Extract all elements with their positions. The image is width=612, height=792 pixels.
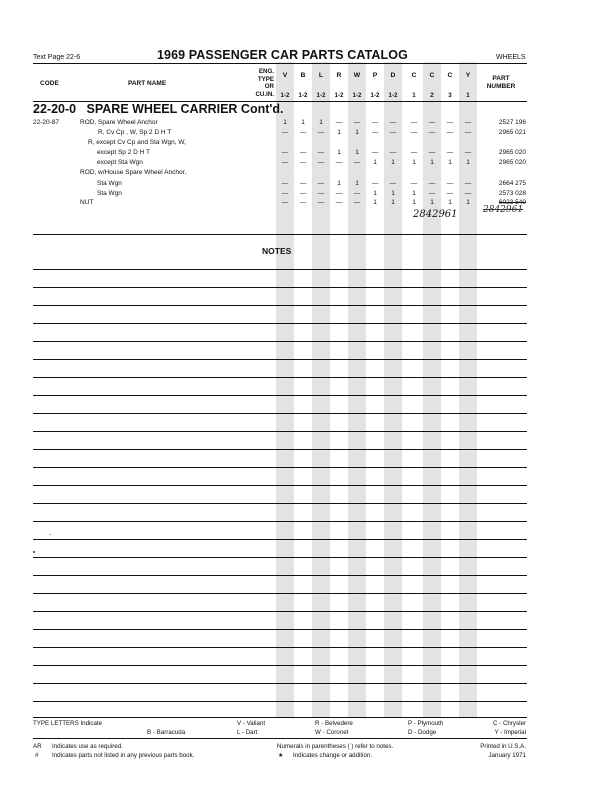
legend-chrysler: C - Chrysler bbox=[492, 720, 526, 727]
quantity-cell: 1 bbox=[412, 199, 416, 206]
part-name: except Sp 2 D H T bbox=[97, 149, 150, 156]
stray-mark bbox=[33, 551, 35, 553]
quantity-cell: — bbox=[281, 190, 289, 197]
quantity-cell: — bbox=[410, 149, 418, 156]
quantity-cell: — bbox=[464, 190, 472, 197]
quantity-cell: — bbox=[317, 190, 325, 197]
note-line bbox=[33, 485, 527, 486]
quantity-cell: 1 bbox=[412, 159, 416, 166]
quantity-cell: 1 bbox=[355, 149, 359, 156]
table-bottom-rule bbox=[33, 234, 527, 235]
catalog-title: 1969 PASSENGER CAR PARTS CATALOG bbox=[157, 48, 408, 62]
part-name: ROD, w/House Spare Wheel Anchor, bbox=[80, 169, 187, 176]
group-heading: 22-20-0 SPARE WHEEL CARRIER Cont'd. bbox=[33, 102, 284, 116]
printed-label: Printed in U.S.A. bbox=[480, 743, 526, 750]
model-series-number: 1 bbox=[466, 92, 470, 99]
quantity-cell: — bbox=[317, 149, 325, 156]
quantity-cell: — bbox=[410, 129, 418, 136]
part-name: ROD, Spare Wheel Anchor bbox=[80, 119, 158, 126]
ar-key: AR bbox=[33, 743, 42, 750]
quantity-cell: 1 bbox=[373, 199, 377, 206]
quantity-cell: — bbox=[389, 180, 397, 187]
legend-coronet: W - Coronet bbox=[315, 729, 349, 736]
quantity-cell: 1 bbox=[448, 199, 452, 206]
model-series-number: 1-2 bbox=[334, 92, 344, 99]
quantity-cell: — bbox=[446, 149, 454, 156]
note-line bbox=[33, 395, 527, 396]
quantity-cell: — bbox=[446, 119, 454, 126]
footer-rule-2 bbox=[33, 738, 527, 739]
legend-dart: L - Dart bbox=[237, 729, 258, 736]
note-line bbox=[33, 701, 527, 702]
note-line bbox=[33, 665, 527, 666]
quantity-cell: — bbox=[410, 119, 418, 126]
legend-plymouth: P - Plymouth bbox=[408, 720, 444, 727]
quantity-cell: — bbox=[446, 129, 454, 136]
quantity-cell: — bbox=[446, 190, 454, 197]
quantity-cell: 1 bbox=[430, 159, 434, 166]
quantity-cell: — bbox=[428, 180, 436, 187]
quantity-cell: — bbox=[299, 129, 307, 136]
model-series-number: 2 bbox=[430, 92, 434, 99]
model-series-number: 1-2 bbox=[388, 92, 398, 99]
model-series-number: 1 bbox=[412, 92, 416, 99]
section-label: WHEELS bbox=[496, 54, 526, 61]
stray-mark bbox=[50, 534, 51, 535]
quantity-cell: — bbox=[371, 119, 379, 126]
part-name: except Sta Wgn bbox=[97, 159, 143, 166]
model-series-number: 1-2 bbox=[352, 92, 362, 99]
model-series-number: 1-2 bbox=[316, 92, 326, 99]
legend-belvedere: R - Belvedere bbox=[315, 720, 353, 727]
quantity-cell: 1 bbox=[412, 190, 416, 197]
legend-dodge: D - Dodge bbox=[408, 729, 437, 736]
text-page-label: Text Page 22-6 bbox=[33, 54, 81, 61]
part-name: Sta Wgn bbox=[97, 180, 122, 187]
quantity-cell: — bbox=[299, 180, 307, 187]
quantity-cell: — bbox=[353, 119, 361, 126]
quantity-cell: 1 bbox=[337, 129, 341, 136]
part-number: 2573 028 bbox=[498, 190, 526, 197]
part-name: R, except Cv Cp and Sta Wgn, W, bbox=[88, 139, 186, 146]
model-letter: C bbox=[429, 72, 435, 79]
model-series-number: 3 bbox=[448, 92, 452, 99]
quantity-cell: 1 bbox=[373, 190, 377, 197]
quantity-cell: 1 bbox=[355, 180, 359, 187]
header-rule bbox=[33, 63, 527, 64]
quantity-cell: — bbox=[335, 159, 343, 166]
note-line bbox=[33, 413, 527, 414]
model-letter: B bbox=[300, 72, 306, 79]
hash-key: # bbox=[35, 752, 39, 759]
note-line bbox=[33, 269, 527, 270]
code-column-header: CODE bbox=[40, 80, 59, 87]
quantity-cell: — bbox=[299, 159, 307, 166]
quantity-cell: — bbox=[317, 180, 325, 187]
quantity-cell: — bbox=[299, 149, 307, 156]
part-number: 2965 021 bbox=[498, 129, 526, 136]
handwritten-crossed-number: 2842961 bbox=[483, 205, 524, 215]
note-line bbox=[33, 683, 527, 684]
model-series-number: 1-2 bbox=[280, 92, 290, 99]
quantity-cell: — bbox=[464, 149, 472, 156]
quantity-cell: — bbox=[428, 129, 436, 136]
quantity-cell: 1 bbox=[466, 159, 470, 166]
note-line bbox=[33, 611, 527, 612]
legend-barracuda: B - Barracuda bbox=[147, 729, 186, 736]
quantity-cell: — bbox=[353, 190, 361, 197]
quantity-cell: — bbox=[335, 199, 343, 206]
type-letters-label: TYPE LETTERS Indicate bbox=[33, 720, 103, 727]
quantity-cell: — bbox=[317, 199, 325, 206]
quantity-cell: — bbox=[335, 119, 343, 126]
part-number: 2965 020 bbox=[498, 149, 526, 156]
quantity-cell: — bbox=[299, 199, 307, 206]
handwritten-part-number: 2842961 bbox=[413, 209, 458, 220]
note-line bbox=[33, 539, 527, 540]
hash-text: Indicates parts not listed in any previous parts book. bbox=[52, 752, 195, 759]
part-name: NUT bbox=[80, 199, 94, 206]
quantity-cell: 1 bbox=[391, 190, 395, 197]
quantity-cell: — bbox=[428, 149, 436, 156]
note-line bbox=[33, 557, 527, 558]
model-letter: C bbox=[411, 72, 417, 79]
quantity-cell: — bbox=[335, 190, 343, 197]
note-line bbox=[33, 503, 527, 504]
quantity-cell: — bbox=[464, 119, 472, 126]
quantity-cell: — bbox=[353, 199, 361, 206]
footer-rule bbox=[33, 717, 527, 718]
note-line bbox=[33, 359, 527, 360]
model-letter: W bbox=[353, 72, 361, 79]
quantity-cell: 1 bbox=[373, 159, 377, 166]
quantity-cell: — bbox=[389, 129, 397, 136]
part-number: 2965 020 bbox=[498, 159, 526, 166]
quantity-cell: — bbox=[410, 180, 418, 187]
model-letter: V bbox=[282, 72, 288, 79]
note-line bbox=[33, 431, 527, 432]
model-letter: L bbox=[318, 72, 324, 79]
quantity-cell: — bbox=[281, 199, 289, 206]
part-code: 22-20-87 bbox=[33, 119, 60, 126]
quantity-cell: 1 bbox=[283, 119, 287, 126]
quantity-cell: — bbox=[428, 190, 436, 197]
note-line bbox=[33, 449, 527, 450]
quantity-cell: 1 bbox=[430, 199, 434, 206]
quantity-cell: 1 bbox=[337, 149, 341, 156]
model-letter: D bbox=[390, 72, 396, 79]
model-letter: C bbox=[447, 72, 453, 79]
part-name: Sta Wgn bbox=[97, 190, 122, 197]
quantity-cell: 1 bbox=[319, 119, 323, 126]
note-line bbox=[33, 377, 527, 378]
model-series-number: 1-2 bbox=[370, 92, 380, 99]
note-line bbox=[33, 647, 527, 648]
quantity-cell: — bbox=[371, 129, 379, 136]
quantity-cell: — bbox=[389, 149, 397, 156]
star-text: Indicates change or addition. bbox=[293, 752, 373, 759]
star-icon: ★ bbox=[278, 752, 284, 759]
quantity-cell: 1 bbox=[337, 180, 341, 187]
quantity-cell: — bbox=[389, 119, 397, 126]
part-name: R, Cv Cp , W, Sp 2 D H T bbox=[98, 129, 172, 136]
quantity-cell: 1 bbox=[391, 159, 395, 166]
quantity-cell: 1 bbox=[301, 119, 305, 126]
quantity-cell: — bbox=[464, 180, 472, 187]
part-number: 6023 540 bbox=[498, 199, 526, 206]
part-name-column-header: PART NAME bbox=[128, 80, 167, 87]
quantity-cell: — bbox=[281, 129, 289, 136]
part-number-column-header: PART NUMBER bbox=[486, 75, 516, 90]
model-series-number: 1-2 bbox=[298, 92, 308, 99]
part-number: 2527 196 bbox=[498, 119, 526, 126]
model-letter: P bbox=[372, 72, 378, 79]
note-line bbox=[33, 575, 527, 576]
note-line bbox=[33, 305, 527, 306]
note-line bbox=[33, 521, 527, 522]
legend-imperial: Y - Imperial bbox=[494, 729, 526, 736]
quantity-cell: — bbox=[446, 180, 454, 187]
note-line bbox=[33, 341, 527, 342]
numerals-note: Numerals in parentheses ( ) refer to notes. bbox=[277, 743, 394, 750]
quantity-cell: — bbox=[281, 180, 289, 187]
quantity-cell: 1 bbox=[391, 199, 395, 206]
legend-valiant: V - Valiant bbox=[237, 720, 266, 727]
note-line bbox=[33, 323, 527, 324]
quantity-cell: — bbox=[371, 180, 379, 187]
quantity-cell: 1 bbox=[448, 159, 452, 166]
quantity-cell: — bbox=[281, 149, 289, 156]
note-line bbox=[33, 593, 527, 594]
quantity-cell: — bbox=[317, 129, 325, 136]
note-line bbox=[33, 467, 527, 468]
model-letter: R bbox=[336, 72, 342, 79]
note-line bbox=[33, 629, 527, 630]
quantity-cell: — bbox=[299, 190, 307, 197]
engine-type-column-header: ENG. TYPE OR CU.IN. bbox=[255, 68, 274, 98]
ar-text: Indicates use as required. bbox=[52, 743, 123, 750]
quantity-cell: 1 bbox=[355, 129, 359, 136]
part-number: 2664 275 bbox=[498, 180, 526, 187]
quantity-cell: — bbox=[317, 159, 325, 166]
print-date: January 1971 bbox=[488, 752, 526, 759]
quantity-cell: — bbox=[371, 149, 379, 156]
quantity-cell: — bbox=[281, 159, 289, 166]
quantity-cell: — bbox=[464, 129, 472, 136]
notes-heading: NOTES bbox=[262, 246, 292, 256]
quantity-cell: — bbox=[353, 159, 361, 166]
quantity-cell: 1 bbox=[466, 199, 470, 206]
note-line bbox=[33, 287, 527, 288]
quantity-cell: — bbox=[428, 119, 436, 126]
model-letter: Y bbox=[465, 72, 471, 79]
